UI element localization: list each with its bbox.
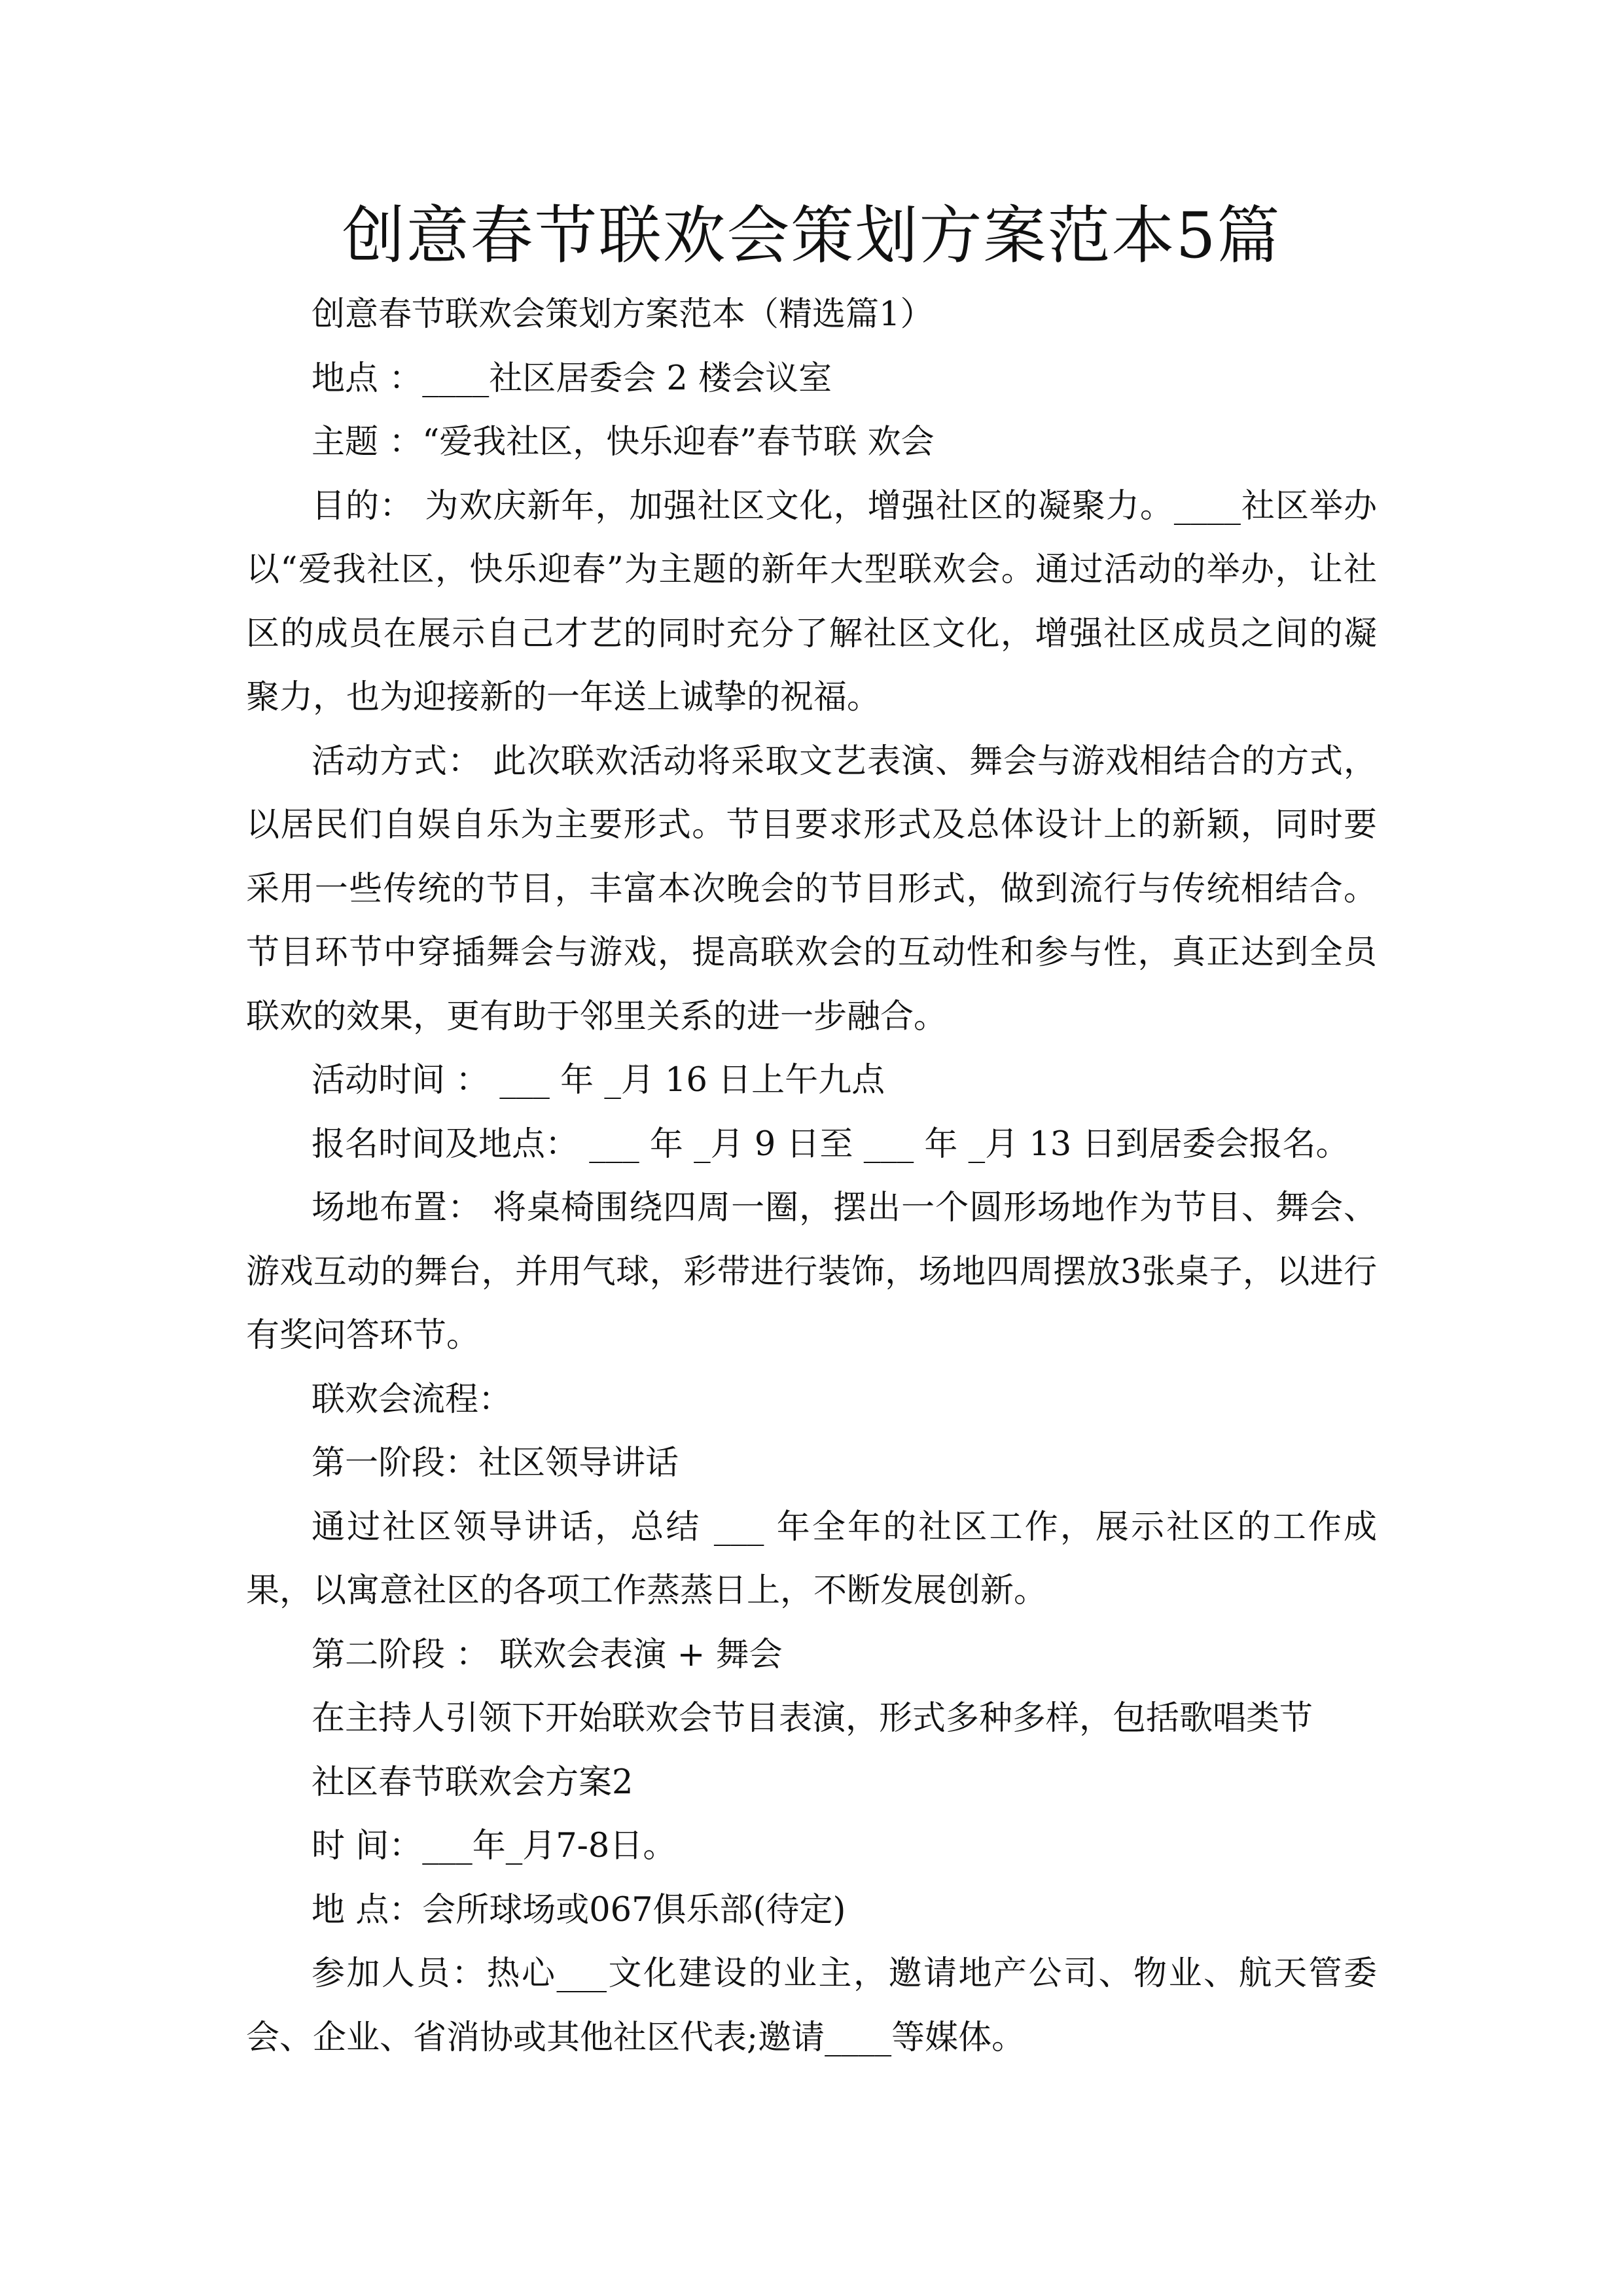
- paragraph-activity-method: 活动方式： 此次联欢活动将采取文艺表演、舞会与游戏相结合的方式，以居民们自娱自乐为主要形式。节目要求形式及总体设计上的新颖，同时要采用一些传统的节目，丰富本次晚会的节目形式，做到流行与传统相结合。节目环节中穿插舞会与游戏，提高联欢会的互动性和参与性，真正达到全员联欢的效果，更有助于邻里关系的进一步融合。: [246, 742, 1377, 1036]
- section-heading-2: 社区春节联欢会方案2: [312, 1763, 633, 1802]
- paragraph-purpose: 目的： 为欢庆新年，加强社区文化，增强社区的凝聚力。____社区举办以“爱我社区，快乐迎春”为主题的新年大型联欢会。通过活动的举办，让社区的成员在展示自己才艺的同时充分了解社区文化，增强社区成员之间的凝聚力，也为迎接新的一年送上诚挚的祝福。: [246, 486, 1377, 717]
- paragraph-registration: 报名时间及地点： ___ 年 _月 9 日至 ___ 年 _月 13 日到居委会报名。: [312, 1124, 1349, 1164]
- paragraph-stage-1-detail: 通过社区领导讲话，总结 ___ 年全年的社区工作，展示社区的工作成果，以寓意社区的各项工作蒸蒸日上，不断发展创新。: [246, 1507, 1377, 1610]
- paragraph-theme: 主题 ：“爱我社区，快乐迎春”春节联 欢会: [312, 423, 935, 461]
- paragraph-location: 地点 ：____社区居委会 2 楼会议室: [312, 359, 832, 398]
- paragraph-stage-2: 第二阶段 ： 联欢会表演 + 舞会: [312, 1635, 783, 1674]
- document-body: [246, 283, 1377, 2070]
- paragraph-process-heading: 联欢会流程：: [312, 1380, 512, 1419]
- paragraph-activity-time: 活动时间 ： ___ 年 _月 16 日上午九点: [312, 1061, 885, 1100]
- section-heading-1: 创意春节联欢会策划方案范本（精选篇1）: [312, 295, 934, 334]
- document-title: 创意春节联欢会策划方案范本5篇: [342, 199, 1281, 272]
- paragraph-participants: 参加人员：热心___文化建设的业主，邀请地产公司、物业、航天管委会、企业、省消协或其他社区代表;邀请____等媒体。: [246, 1954, 1377, 2057]
- paragraph-time-2: 时 间：___年_月7-8日。: [312, 1827, 677, 1865]
- paragraph-stage-1: 第一阶段：社区领导讲话: [312, 1444, 679, 1482]
- paragraph-venue-setup: 场地布置： 将桌椅围绕四周一圈，摆出一个圆形场地作为节目、舞会、游戏互动的舞台，并用气球，彩带进行装饰，场地四周摆放3张桌子，以进行有奖问答环节。: [246, 1189, 1377, 1355]
- paragraph-location-2: 地 点：会所球场或067俱乐部(待定): [312, 1890, 846, 1929]
- paragraph-stage-2-detail: 在主持人引领下开始联欢会节目表演，形式多种多样，包括歌唱类节: [312, 1699, 1313, 1738]
